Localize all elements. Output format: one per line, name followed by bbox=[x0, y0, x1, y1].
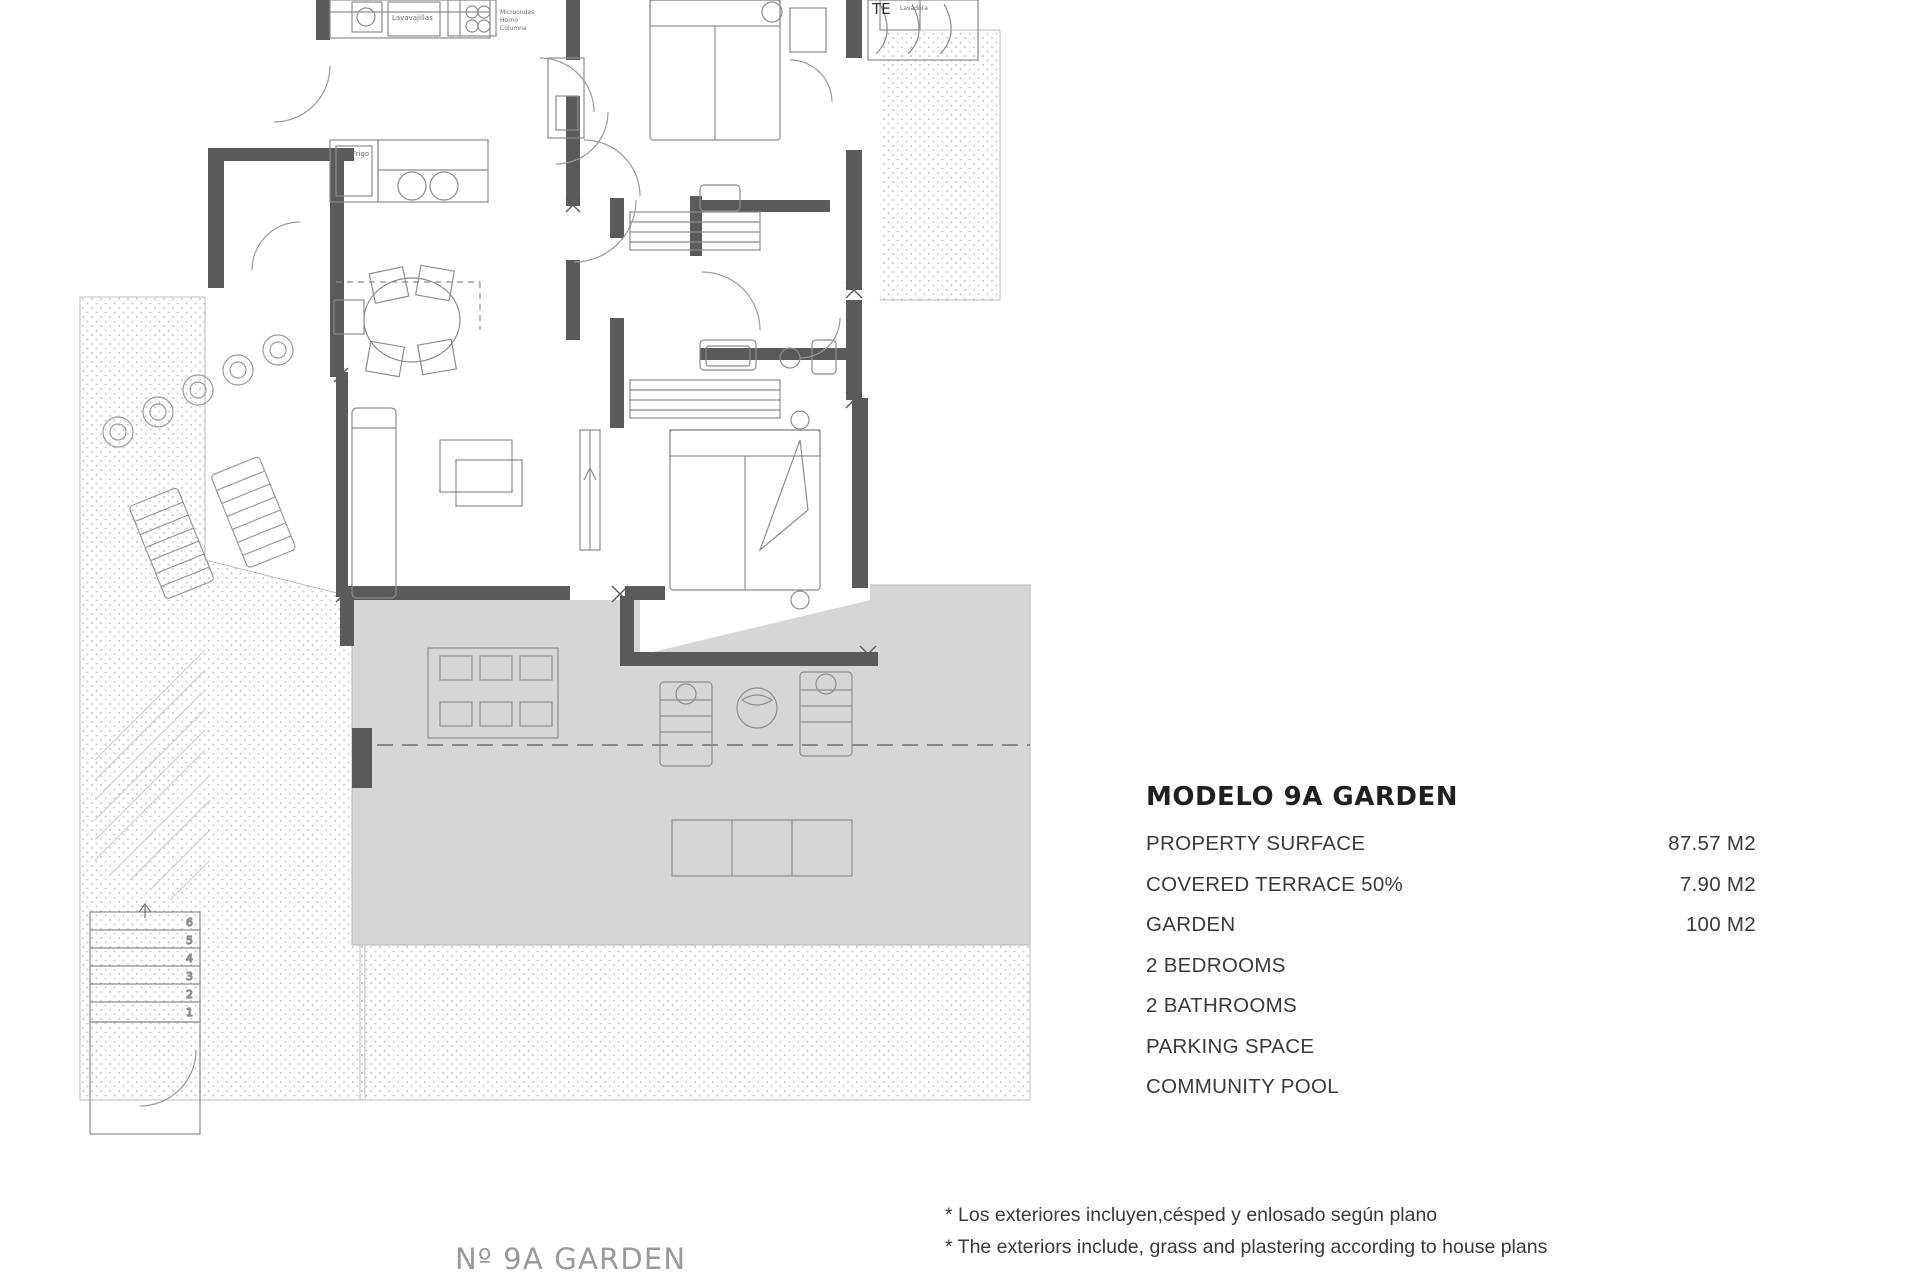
stair-number: 4 bbox=[186, 952, 193, 965]
stair-number: 5 bbox=[186, 934, 193, 947]
label-dishwasher: Lavavajillas bbox=[392, 14, 433, 22]
spec-value-garden: 100 M2 bbox=[1685, 913, 1756, 936]
footnote-spanish: * Los exteriores incluyen,césped y enlosado según plano bbox=[945, 1204, 1438, 1226]
spec-row-community-pool bbox=[1146, 1077, 1786, 1098]
spec-value-property-surface: 87.57 M2 bbox=[1668, 832, 1756, 855]
stair-number: 6 bbox=[186, 916, 193, 929]
stair-number: 3 bbox=[186, 970, 193, 983]
spec-row-bathrooms bbox=[1146, 996, 1786, 1017]
label-fridge: Frigo bbox=[352, 150, 370, 158]
label-washer: Lavadora bbox=[900, 5, 928, 12]
spec-row-covered-terrace bbox=[1146, 872, 1786, 896]
model-title: MODELO 9A GARDEN bbox=[1146, 782, 1458, 812]
specification-panel bbox=[1146, 782, 1786, 1118]
footnotes bbox=[945, 1200, 1905, 1263]
spec-row-garden bbox=[1146, 915, 1786, 936]
label-microwave-3: Columna bbox=[500, 25, 527, 32]
stair-number: 2 bbox=[186, 988, 193, 1001]
label-microwave-2: Horno bbox=[500, 17, 519, 24]
spec-label-property-surface: PROPERTY SURFACE bbox=[1146, 832, 1366, 855]
spec-row-bedrooms bbox=[1146, 953, 1786, 977]
label-te: TE bbox=[872, 0, 891, 18]
spec-label-bathrooms: 2 BATHROOMS bbox=[1146, 994, 1297, 1017]
spec-row-parking-space bbox=[1146, 1034, 1786, 1058]
spec-label-community-pool: COMMUNITY POOL bbox=[1146, 1075, 1339, 1098]
spec-label-garden: GARDEN bbox=[1146, 913, 1236, 936]
spec-label-covered-terrace: COVERED TERRACE 50% bbox=[1146, 872, 1404, 896]
footnote-english: * The exteriors include, grass and plastering according to house plans bbox=[945, 1235, 1548, 1258]
spec-label-bedrooms: 2 BEDROOMS bbox=[1146, 953, 1286, 977]
plan-caption: Nº 9A GARDEN bbox=[455, 1242, 687, 1276]
label-microwave: Microondas bbox=[500, 9, 535, 16]
spec-row-property-surface bbox=[1146, 834, 1786, 855]
stair-number: 1 bbox=[186, 1006, 193, 1019]
spec-label-parking-space: PARKING SPACE bbox=[1146, 1034, 1315, 1058]
spec-value-covered-terrace: 7.90 M2 bbox=[1679, 872, 1756, 896]
